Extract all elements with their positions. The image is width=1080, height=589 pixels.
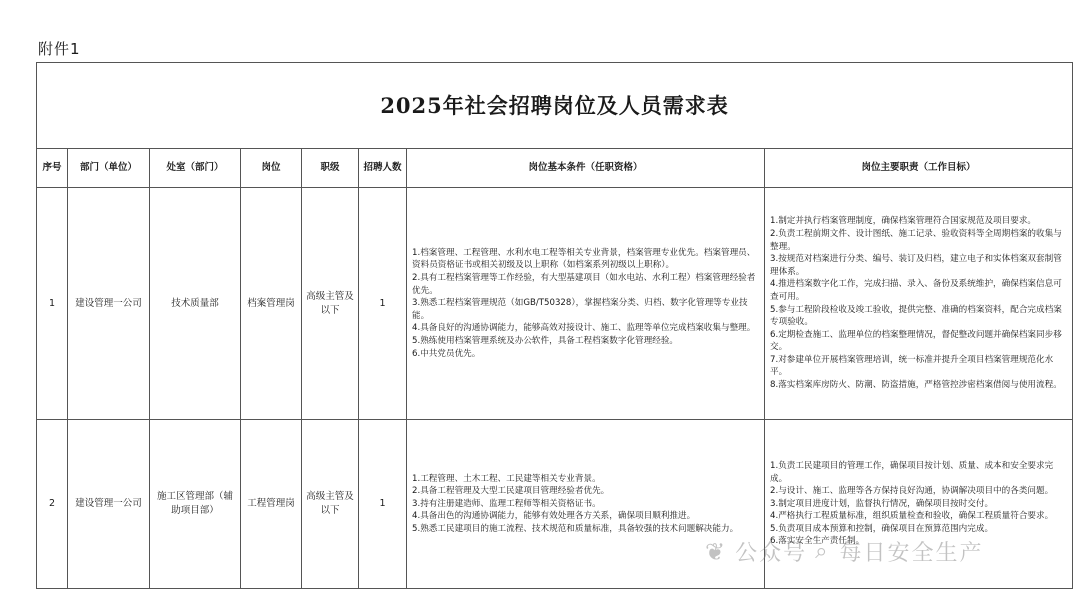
table-header-row — [37, 149, 1073, 188]
header-office: 处室（部门） — [150, 149, 241, 188]
header-duties: 岗位主要职责（工作目标） — [765, 149, 1073, 188]
watermark-name: 每日安全生产 — [839, 541, 984, 566]
table-row — [37, 188, 1073, 420]
header-requirements: 岗位基本条件（任职资格） — [407, 149, 765, 188]
header-department: 部门（单位） — [68, 149, 150, 188]
row-position: 工程管理岗 — [241, 420, 302, 589]
attachment-label: 附件1 — [38, 40, 81, 58]
row-requirements: 1.工程管理、土木工程、工民建等相关专业背景。 2.具备工程管理及大型工民建项目管理经验者优先。 3.持有注册建造师、监理工程师等相关资格证书。 4.具备出色的沟通协调能力，能够有效处理各方关系，确保项目顺利推进。 5.熟悉工民建项目的施工流程、技术规范和质量标准，具备较强的技术问题解决能力。 — [407, 420, 765, 589]
row-office: 技术质量部 — [150, 188, 241, 420]
watermark — [705, 536, 983, 567]
header-level: 职级 — [302, 149, 359, 188]
row-office: 施工区管理部（辅助项目部） — [150, 420, 241, 589]
wechat-icon: ❦ — [705, 537, 728, 566]
search-icon: ⌕ — [815, 539, 830, 564]
row-requirements: 1.档案管理、工程管理、水利水电工程等相关专业背景，档案管理专业优先。档案管理员、资料员资格证书或相关初级及以上职称（如档案系列初级以上职称）。 2.具有工程档案管理等工作经验，有大型基建项目（如水电站、水利工程）档案管理经验者优先。 3.熟悉工程档案管理规范（如GB/T50328），掌握档案分类、归档、数字化管理等专业技能。 4.具备良好的沟通协调能力，能够高效对接设计、施工、监理等单位完成档案收集与整理。 5.熟练使用档案管理系统及办公软件，具备工程档案数字化管理经验。 6.中共党员优先。 — [407, 188, 765, 420]
watermark-prefix: 公众号 — [735, 541, 808, 566]
row-department: 建设管理一公司 — [68, 420, 150, 589]
row-count: 1 — [359, 188, 407, 420]
table-title: 2025年社会招聘岗位及人员需求表 — [37, 63, 1073, 149]
row-department: 建设管理一公司 — [68, 188, 150, 420]
row-count: 1 — [359, 420, 407, 589]
header-index: 序号 — [37, 149, 68, 188]
row-position: 档案管理岗 — [241, 188, 302, 420]
row-level: 高级主管及以下 — [302, 188, 359, 420]
row-index: 1 — [37, 188, 68, 420]
row-index: 2 — [37, 420, 68, 589]
row-level: 高级主管及以下 — [302, 420, 359, 589]
header-count: 招聘人数 — [359, 149, 407, 188]
header-position: 岗位 — [241, 149, 302, 188]
recruitment-table — [36, 62, 1073, 589]
row-duties: 1.负责工民建项目的管理工作，确保项目按计划、质量、成本和安全要求完成。 2.与设计、施工、监理等各方保持良好沟通，协调解决项目中的各类问题。 3.制定项目进度计划，监督执行情况，确保项目按时交付。 4.严格执行工程质量标准，组织质量检查和验收，确保工程质量符合要求。 5.负责项目成本预算和控制，确保项目在预算范围内完成。 6.落实安全生产责任制。 — [765, 420, 1073, 589]
row-duties: 1.制定并执行档案管理制度，确保档案管理符合国家规范及项目要求。 2.负责工程前期文件、设计图纸、施工记录、验收资料等全周期档案的收集与整理。 3.按规范对档案进行分类、编号、装订及归档，建立电子和实体档案双套制管理体系。 4.推进档案数字化工作，完成扫描、录入、备份及系统维护，确保档案信息可查可用。 5.参与工程阶段检收及竣工验收，提供完整、准确的档案资料，配合完成档案专项验收。 6.定期检查施工、监理单位的档案整理情况，督促整改问题并确保档案同步移交。 7.对参建单位开展档案管理培训，统一标准并提升全项目档案管理规范化水平。 8.落实档案库房防火、防潮、防盗措施，严格管控涉密档案借阅与使用流程。 — [765, 188, 1073, 420]
